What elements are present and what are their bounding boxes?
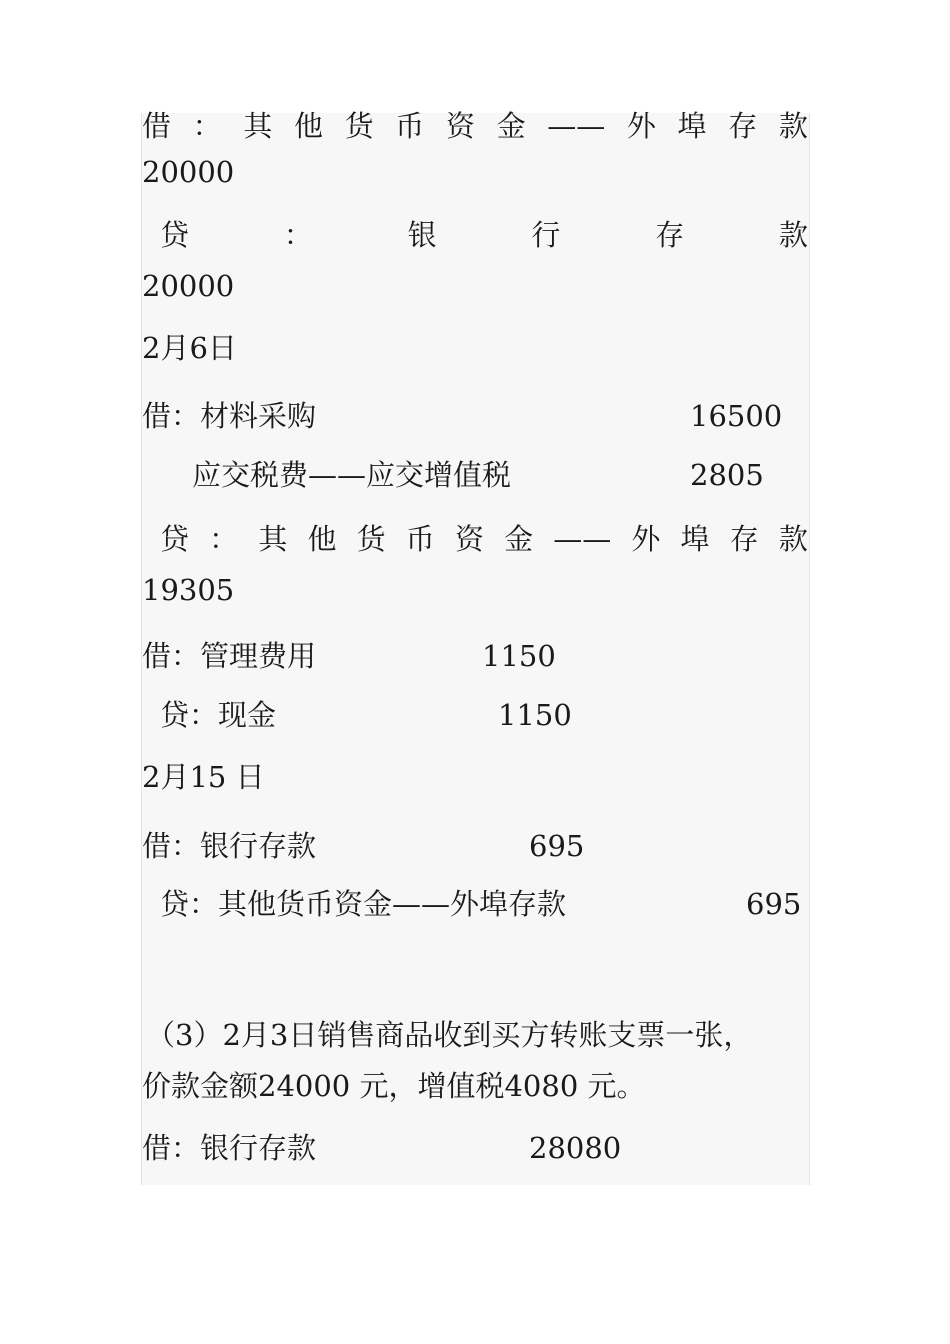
justified-char: 外 [631,522,661,556]
justified-char: 他 [307,522,337,556]
justified-char: 银 [407,218,437,252]
justified-char: 金 [496,109,526,143]
document-page [141,109,810,1185]
justified-char: 贷 [160,522,190,556]
justified-char: 款 [778,522,808,556]
entry3-credit-amount: 1150 [498,698,572,732]
justified-char: 存 [728,109,758,143]
justified-char: 存 [655,218,685,252]
entry4-debit-label: 借：银行存款 [142,829,317,863]
entry4-debit-amount: 695 [529,829,585,863]
entry5-debit-label: 借：银行存款 [142,1131,317,1165]
question3-line2: 价款金额24000 元，增值税4080 元。 [142,1069,646,1103]
justified-char: ： [192,109,222,143]
justified-char: —— [547,109,606,143]
entry1-credit-amount: 20000 [142,269,235,303]
entry1-debit-line [142,109,808,143]
entry3-debit-amount: 1150 [482,639,556,673]
justified-char: 埠 [680,522,710,556]
entry2-debit-label: 借：材料采购 [142,399,317,433]
justified-char: ： [283,218,313,252]
justified-char: 行 [531,218,561,252]
justified-char: 其 [258,522,288,556]
justified-char: 币 [405,522,435,556]
justified-char: 资 [454,522,484,556]
entry4-credit-amount: 695 [746,887,802,921]
entry3-debit-label: 借：管理费用 [142,639,317,673]
entry2-tax-label: 应交税费——应交增值税 [192,458,512,492]
entry2-credit-amount: 19305 [142,573,235,607]
justified-char: 货 [344,109,374,143]
justified-char: 款 [778,218,808,252]
entry1-credit-line [160,218,808,252]
justified-char: ： [209,522,239,556]
justified-char: —— [553,522,612,556]
date-feb6: 2月6日 [142,331,237,365]
justified-char: 他 [293,109,323,143]
justified-char: 借 [142,109,172,143]
entry2-credit-line [160,522,808,556]
entry2-tax-amount: 2805 [690,458,764,492]
entry3-credit-label: 贷：现金 [160,698,277,732]
justified-char: 贷 [160,218,190,252]
justified-char: 存 [729,522,759,556]
question3-line1: （3）2月3日销售商品收到买方转账支票一张， [146,1018,753,1052]
entry1-debit-amount: 20000 [142,155,235,189]
justified-char: 货 [356,522,386,556]
entry2-debit-amount: 16500 [690,399,783,433]
entry4-credit-label: 贷：其他货币资金——外埠存款 [160,887,567,921]
justified-char: 金 [504,522,534,556]
date-feb15: 2月15 日 [142,760,265,794]
justified-char: 其 [243,109,273,143]
justified-char: 外 [626,109,656,143]
justified-char: 埠 [677,109,707,143]
entry5-debit-amount: 28080 [529,1131,622,1165]
justified-char: 资 [445,109,475,143]
justified-char: 币 [395,109,425,143]
justified-char: 款 [778,109,808,143]
